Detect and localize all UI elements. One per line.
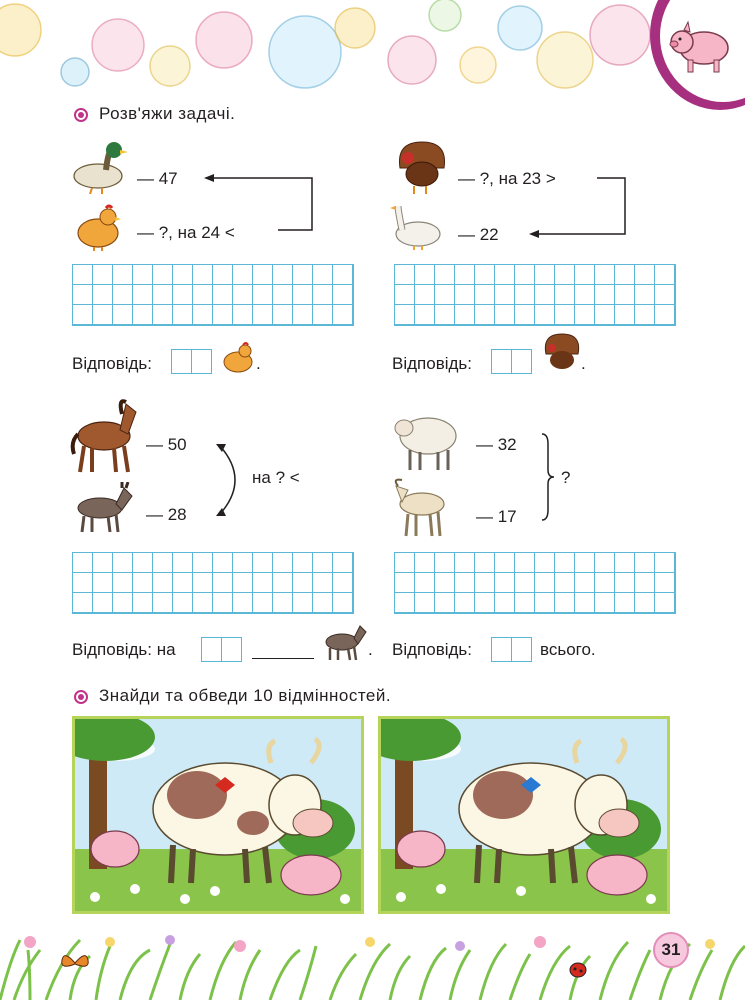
turkey-icon	[540, 332, 584, 376]
p3-dot: .	[368, 640, 373, 659]
grid-p2[interactable]	[394, 264, 676, 326]
grid-p3[interactable]	[72, 552, 354, 614]
p2-arrow	[525, 170, 635, 240]
donkey-icon	[72, 482, 134, 534]
p2-answer-box[interactable]	[491, 349, 532, 374]
p1-dot: .	[256, 354, 261, 373]
p2-line2: — 22	[458, 225, 499, 244]
ladybug-icon	[568, 960, 588, 978]
hen-icon	[220, 340, 256, 376]
p3-answer-line[interactable]	[252, 658, 314, 659]
hen-icon	[72, 203, 122, 251]
p4-answer-box[interactable]	[491, 637, 532, 662]
task2-title: Знайди та обведи 10 відмінностей.	[99, 686, 392, 705]
p2-dot: .	[581, 354, 586, 373]
p4-line2: — 17	[476, 507, 517, 526]
grid-p4[interactable]	[394, 552, 676, 614]
task1-title: Розв'яжи задачі.	[99, 104, 236, 123]
p4-answer-label: Відповідь:	[392, 640, 473, 659]
p3-arrow	[210, 440, 250, 520]
bullet-icon	[74, 108, 88, 122]
p1-arrow	[200, 170, 320, 240]
p2-answer-label: Відповідь:	[392, 354, 473, 373]
p3-mid: на ? <	[252, 468, 300, 487]
p3-line2: — 28	[146, 505, 187, 524]
p3-answer-box[interactable]	[201, 637, 242, 662]
p4-answer-tail: всього.	[540, 640, 596, 659]
p1-line1: — 47	[137, 169, 178, 188]
pig-icon	[668, 18, 738, 78]
donkey-icon	[322, 622, 368, 662]
page-number: 31	[653, 932, 689, 968]
p4-brace	[538, 432, 558, 522]
p1-answer-label: Відповідь:	[72, 354, 153, 373]
p3-line1: — 50	[146, 435, 187, 454]
horse-icon	[70, 390, 140, 474]
grid-p1[interactable]	[72, 264, 354, 326]
cow-scene	[75, 719, 361, 911]
p1-answer-box[interactable]	[171, 349, 212, 374]
picture-left[interactable]	[72, 716, 364, 914]
p3-answer-label: Відповідь: на	[72, 640, 176, 659]
duck-icon	[72, 140, 128, 194]
turkey-icon	[392, 138, 450, 196]
picture-right[interactable]	[378, 716, 670, 914]
sheep-icon	[392, 404, 460, 472]
goat-icon	[388, 478, 454, 538]
grass-decoration	[0, 920, 745, 1000]
cow-scene	[381, 719, 667, 911]
p2-line1: — ?, на 23 >	[458, 169, 556, 188]
p4-mid: ?	[561, 468, 571, 487]
goose-icon	[388, 200, 444, 250]
p4-line1: — 32	[476, 435, 517, 454]
bullet-icon	[74, 690, 88, 704]
bubbles-decoration	[0, 0, 660, 90]
p1-line2: — ?, на 24 <	[137, 223, 235, 242]
butterfly-icon	[60, 950, 90, 976]
